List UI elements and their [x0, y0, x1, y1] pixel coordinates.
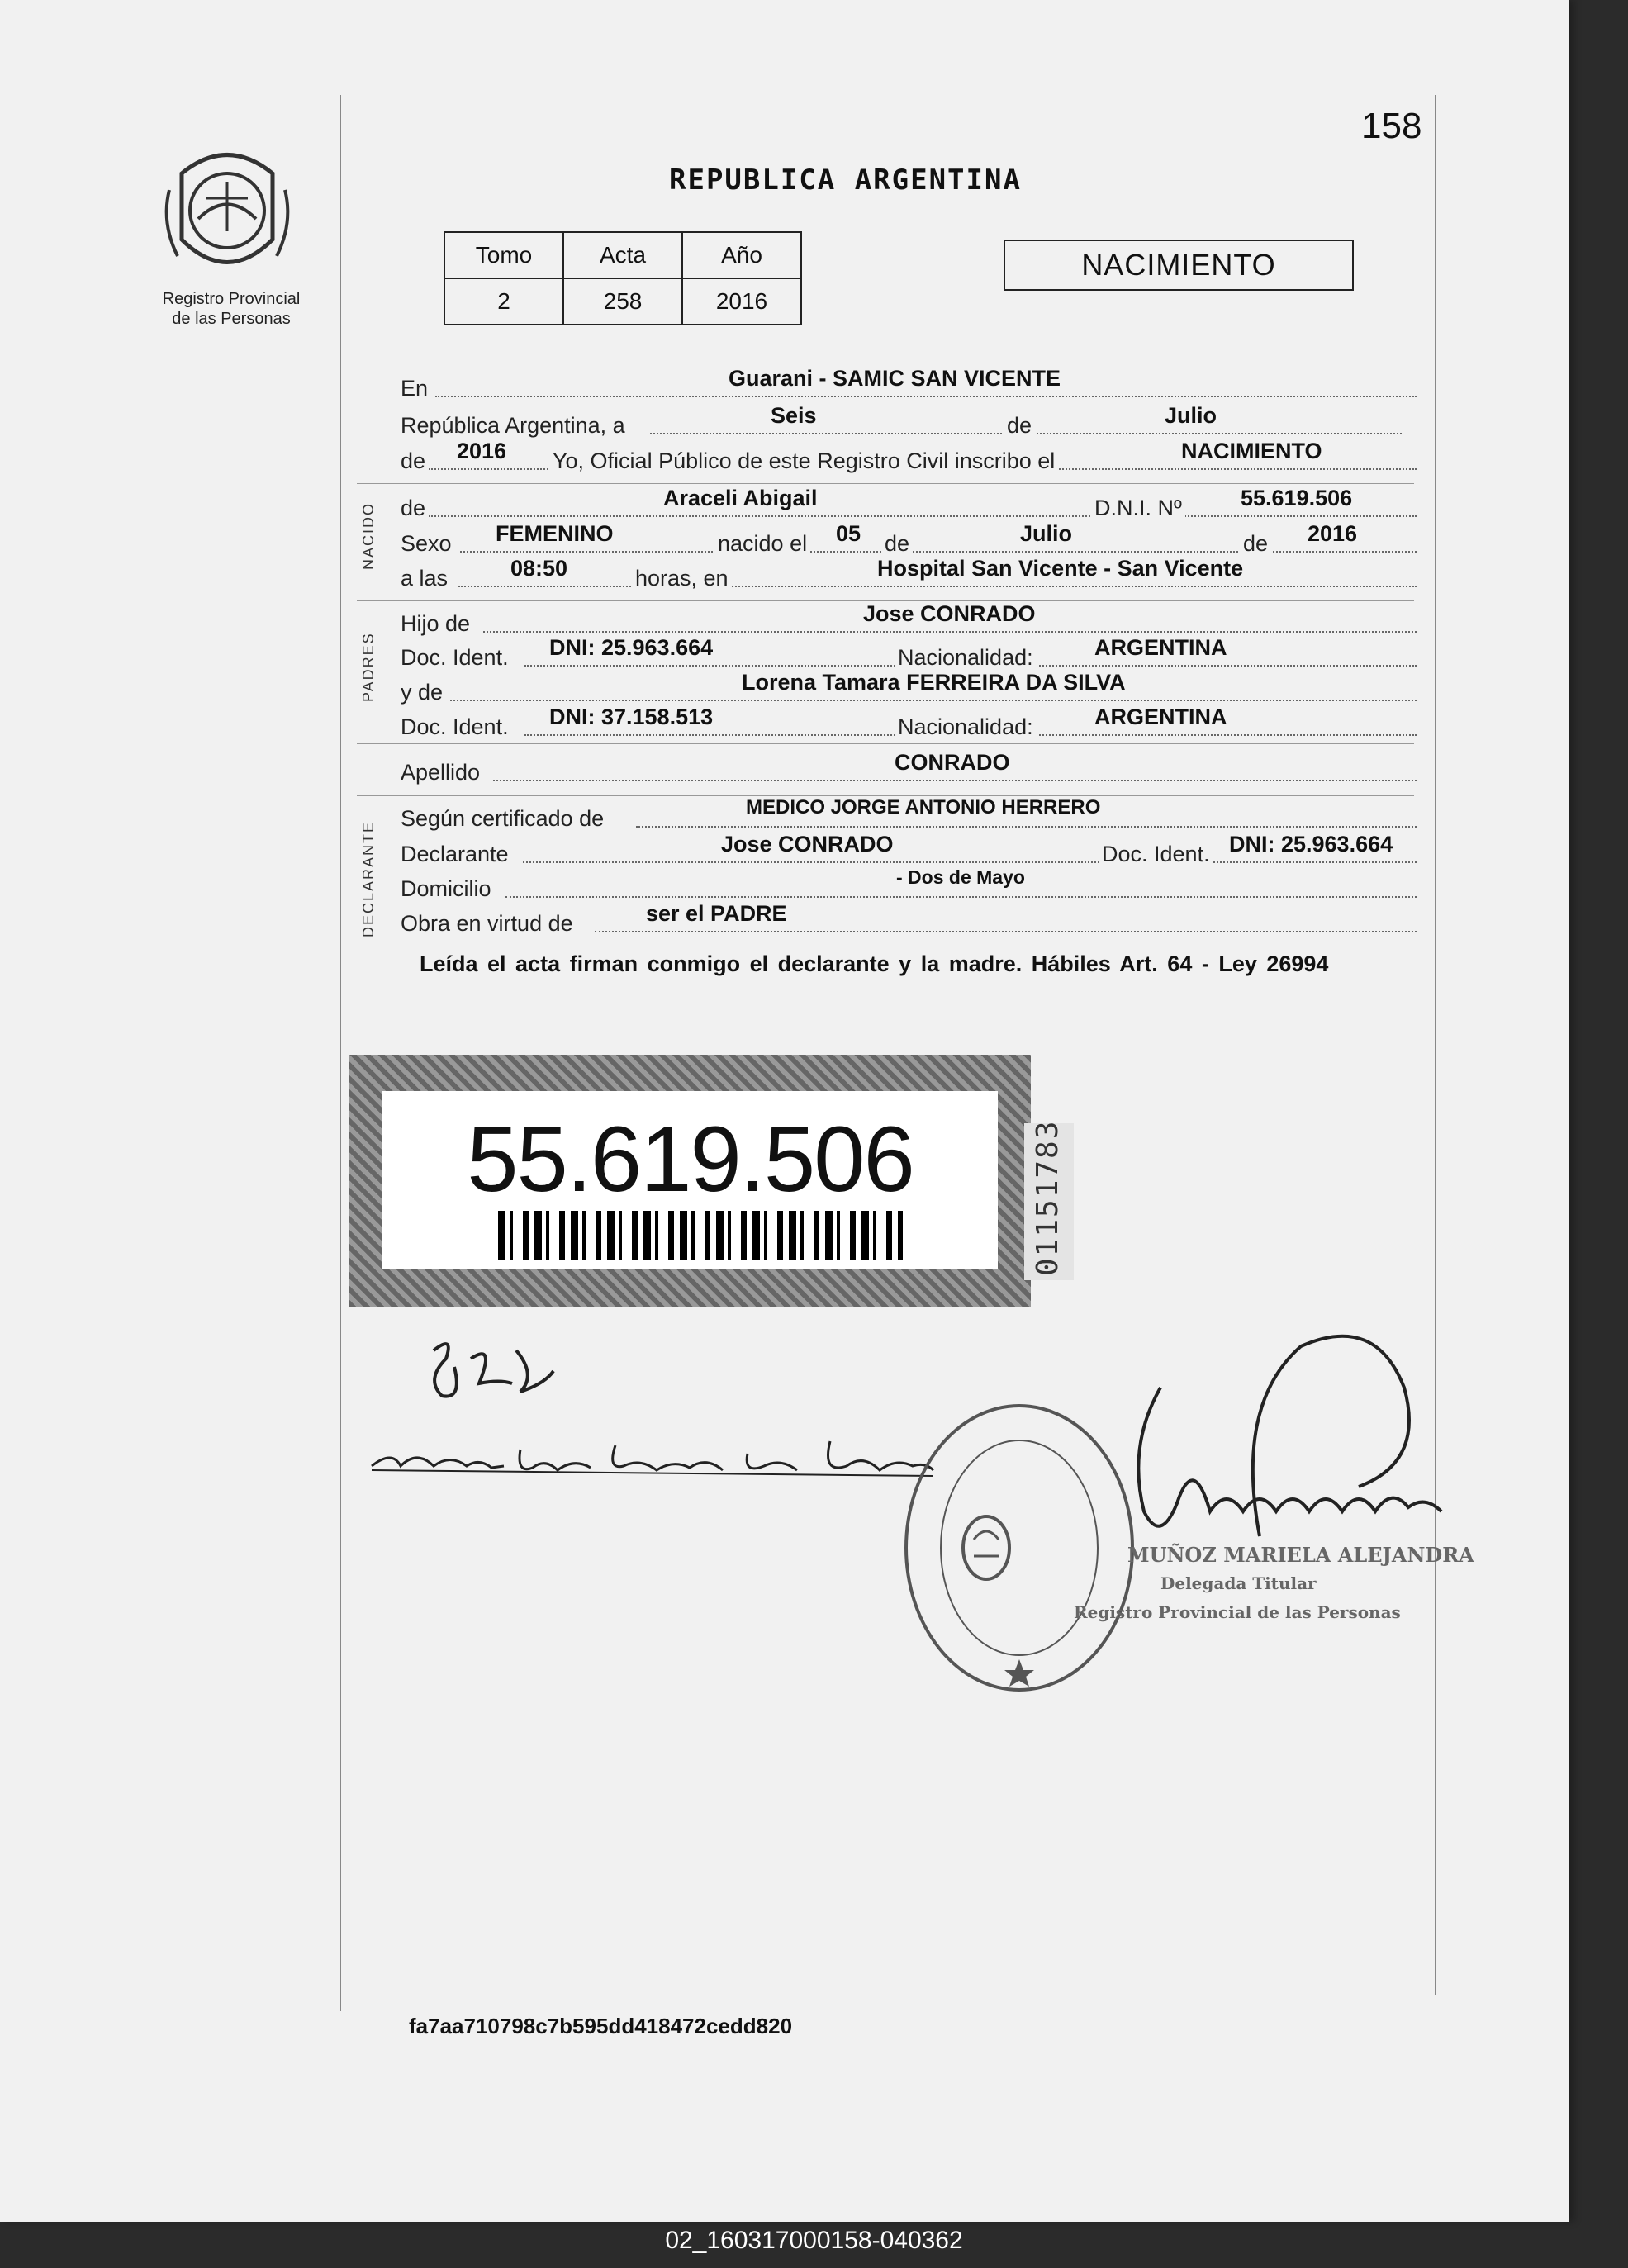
value-time: 08:50: [510, 556, 568, 581]
row-nombre: [401, 486, 1417, 524]
dots: [429, 514, 1417, 517]
label-doc: Doc. Ident.: [401, 714, 509, 739]
value-name: Araceli Abigail: [663, 486, 818, 510]
document-hash: fa7aa710798c7b595dd418472cedd820: [409, 2014, 793, 2038]
value-day: Seis: [771, 403, 817, 428]
mother-signature: [368, 1425, 937, 1495]
value-tomo: 2: [444, 278, 563, 325]
label-de: de: [401, 496, 426, 520]
value-father: Jose CONRADO: [863, 601, 1036, 626]
row-sexo: [401, 521, 1417, 559]
row-obra: [401, 901, 1417, 939]
label-nacionalidad: Nacionalidad:: [895, 714, 1037, 740]
dots: [450, 698, 1417, 701]
value-dni: 55.619.506: [1241, 486, 1353, 510]
left-margin-line: [340, 95, 341, 2011]
value-capacity: ser el PADRE: [646, 901, 787, 926]
official-name: MUÑOZ MARIELA ALEJANDRA: [1127, 1543, 1474, 1567]
dots: [458, 584, 1417, 587]
value-anio: 2016: [682, 278, 801, 325]
handwritten-initials: [421, 1334, 562, 1412]
value-year: 2016: [457, 439, 507, 463]
value-surname: CONRADO: [895, 750, 1010, 775]
dni-sticker-number: 55.619.506: [467, 1108, 914, 1211]
legal-note: Leída el acta firman conmigo el declarante y la madre. Hábiles Art. 64 - Ley 26994: [420, 951, 1329, 976]
row-madre-doc: [401, 705, 1417, 743]
dots: [483, 629, 1417, 633]
section-label-padres: PADRES: [360, 632, 377, 702]
label-sexo: Sexo: [401, 531, 452, 556]
label-declarante: Declarante: [401, 842, 509, 866]
value-certificate: MEDICO JORGE ANTONIO HERRERO: [746, 796, 1101, 818]
label-oficial: Yo, Oficial Público de este Registro Civil inscribo el: [549, 448, 1058, 474]
value-father-doc: DNI: 25.963.664: [549, 635, 714, 660]
section-divider: [357, 483, 1414, 484]
value-address: - Dos de Mayo: [896, 866, 1025, 888]
row-republica: [401, 403, 1417, 441]
value-sex: FEMENINO: [496, 521, 614, 546]
header-tomo: Tomo: [444, 232, 563, 278]
official-title: Delegada Titular: [1160, 1573, 1317, 1593]
dots: [595, 929, 1417, 932]
value-father-nationality: ARGENTINA: [1094, 635, 1227, 660]
label-de: de: [401, 448, 426, 473]
label-de: de: [881, 531, 913, 557]
header-anio: Año: [682, 232, 801, 278]
section-divider: [357, 743, 1414, 744]
label-hijo: Hijo de: [401, 611, 471, 636]
label-nacido: nacido el: [714, 531, 810, 557]
official-stamp: [904, 1404, 1134, 1692]
row-domicilio: [401, 866, 1417, 904]
label-apellido: Apellido: [401, 760, 481, 785]
coat-of-arms-logo: [157, 140, 297, 285]
label-obra: Obra en virtud de: [401, 911, 573, 936]
value-mother-nationality: ARGENTINA: [1094, 705, 1227, 729]
value-mother-doc: DNI: 37.158.513: [549, 705, 714, 729]
label-dni: D.N.I. Nº: [1091, 496, 1185, 521]
row-hora: [401, 556, 1417, 594]
label-segun: Según certificado de: [401, 806, 605, 831]
value-birth-day: 05: [836, 521, 861, 546]
dni-sticker: [349, 1055, 1031, 1307]
section-label-declarante: DECLARANTE: [360, 820, 377, 937]
value-birth-place: Hospital San Vicente - San Vicente: [877, 556, 1244, 581]
barcode: [498, 1211, 903, 1260]
dots: [460, 549, 1417, 553]
right-margin-line: [1435, 95, 1436, 1995]
official-org: Registro Provincial de las Personas: [1074, 1602, 1401, 1622]
value-declarant-doc: DNI: 25.963.664: [1229, 832, 1393, 856]
book-reference-table: [444, 231, 802, 325]
dots: [493, 778, 1417, 781]
row-en: [401, 366, 1417, 404]
label-republica: República Argentina, a: [401, 413, 625, 438]
row-madre: [401, 670, 1417, 708]
value-mother: Lorena Tamara FERREIRA DA SILVA: [742, 670, 1126, 695]
dots: [435, 394, 1417, 397]
file-name-footer: 02_160317000158-040362: [665, 2227, 963, 2254]
label-de: de: [1004, 413, 1035, 439]
row-certificado: [401, 796, 1417, 834]
dots: [505, 894, 1417, 898]
value-birth-month: Julio: [1020, 521, 1073, 546]
registry-line-1: Registro Provincial: [162, 290, 301, 308]
label-nacionalidad: Nacionalidad:: [895, 645, 1037, 671]
registry-label: [140, 289, 322, 329]
dni-sticker-label: [382, 1091, 998, 1269]
label-en: En: [401, 376, 429, 401]
label-de: de: [1240, 531, 1271, 557]
row-declarante: [401, 832, 1417, 870]
label-doc: Doc. Ident.: [401, 645, 509, 670]
section-label-nacido: NACIDO: [360, 501, 377, 570]
document-title: REPUBLICA ARGENTINA: [669, 164, 1022, 197]
value-inscribo: NACIMIENTO: [1181, 439, 1322, 463]
page-number: 158: [1361, 106, 1422, 146]
label-yde: y de: [401, 680, 444, 705]
value-month: Julio: [1165, 403, 1217, 428]
row-oficial: [401, 439, 1417, 477]
row-padre-doc: [401, 635, 1417, 673]
record-type-box: NACIMIENTO: [1004, 240, 1354, 291]
value-place: Guarani - SAMIC SAN VICENTE: [729, 366, 1061, 391]
label-horas: horas, en: [632, 566, 732, 591]
header-acta: Acta: [563, 232, 682, 278]
label-doc: Doc. Ident.: [1099, 842, 1213, 867]
registry-line-2: de las Personas: [172, 310, 291, 328]
value-acta: 258: [563, 278, 682, 325]
label-domicilio: Domicilio: [401, 876, 491, 901]
value-birth-year: 2016: [1308, 521, 1358, 546]
label-alas: a las: [401, 566, 449, 591]
dots: [523, 860, 1417, 863]
value-declarant: Jose CONRADO: [721, 832, 894, 856]
row-apellido: [401, 750, 1417, 788]
serial-number: 01151783: [1031, 1119, 1065, 1276]
dots: [636, 824, 1417, 828]
